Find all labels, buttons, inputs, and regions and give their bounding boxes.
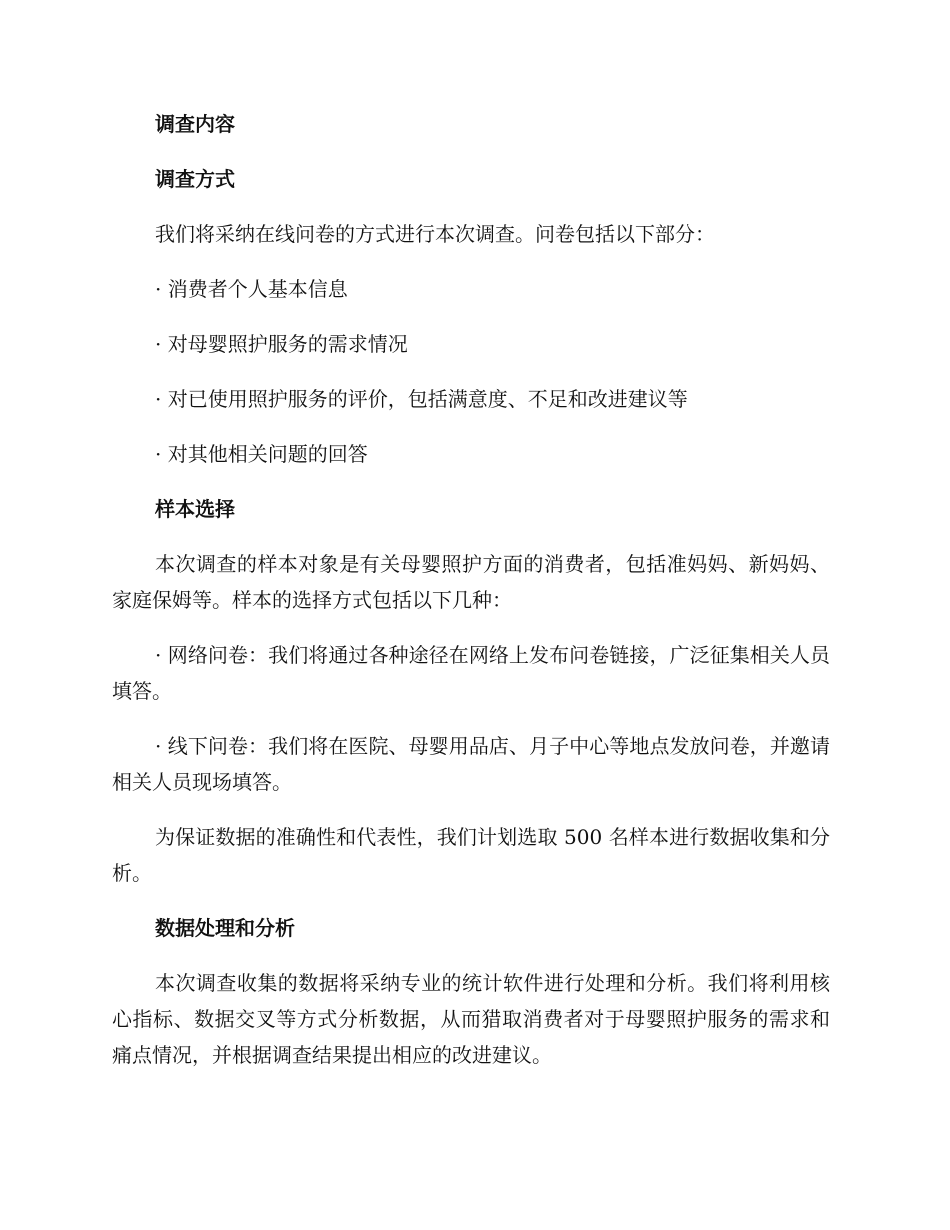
sample-size-paragraph: 为保证数据的准确性和代表性，我们计划选取 500 名样本进行数据收集和分析。 — [112, 825, 830, 885]
analysis-paragraph: 本次调查收集的数据将采纳专业的统计软件进行处理和分析。我们将利用核心指标、数据交叉等方式分析数据，从而猎取消费者对于母婴照护服务的需求和痛点情况，并根据调查结果提出相应的改进建议。 — [112, 971, 830, 1067]
method-list-item: · 对母婴照护服务的需求情况 — [155, 332, 408, 356]
heading-survey-method: 调查方式 — [155, 167, 235, 191]
heading-survey-content: 调查内容 — [155, 112, 235, 136]
method-list-item: · 对已使用照护服务的评价，包括满意度、不足和改进建议等 — [155, 387, 688, 411]
document-body — [112, 106, 830, 1092]
heading-data-analysis: 数据处理和分析 — [155, 916, 295, 940]
method-intro-paragraph: 我们将采纳在线问卷的方式进行本次调查。问卷包括以下部分： — [155, 222, 715, 246]
sample-list-item: · 网络问卷：我们将通过各种途径在网络上发布问卷链接，广泛征集相关人员填答。 — [112, 643, 830, 703]
method-list-item: · 对其他相关问题的回答 — [155, 442, 368, 466]
method-list-item: · 消费者个人基本信息 — [155, 277, 348, 301]
sample-list-item: · 线下问卷：我们将在医院、母婴用品店、月子中心等地点发放问卷，并邀请相关人员现场填答。 — [112, 734, 830, 794]
heading-sample-selection: 样本选择 — [155, 497, 235, 521]
sample-intro-paragraph: 本次调查的样本对象是有关母婴照护方面的消费者，包括准妈妈、新妈妈、家庭保姆等。样本的选择方式包括以下几种： — [112, 552, 830, 612]
